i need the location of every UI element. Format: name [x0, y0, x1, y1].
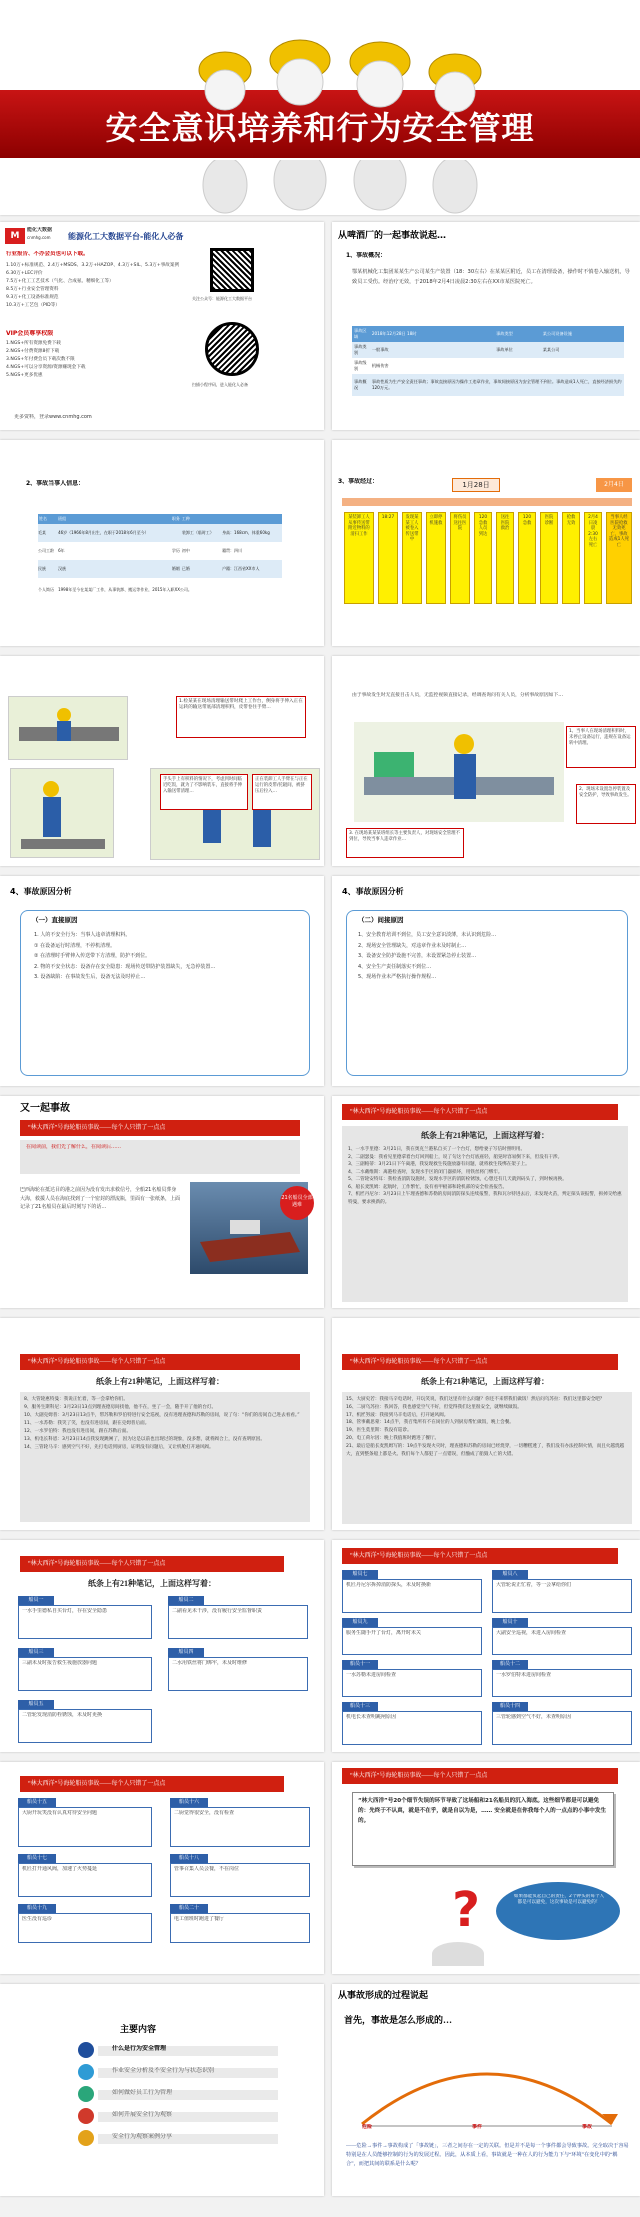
- callout-3: 正在装卸工人手臂在与正在运行的皮带/托辊间，被挤压后拉入…: [252, 774, 312, 810]
- bullet-1-icon: [78, 2042, 94, 2058]
- contents-slide: [0, 1984, 324, 2196]
- crew-text: 管事召集人员会餐，不在岗位: [174, 1866, 240, 1872]
- crew-text: 服务生随手开了台灯，离开时未关: [346, 1630, 422, 1636]
- bullet-3-icon: [78, 2086, 94, 2102]
- notes-title: 纸条上有21种笔记，上面这样写着：: [421, 1131, 549, 1140]
- crew-tag: 船员五: [18, 1700, 54, 1709]
- workers-bodies: [0, 160, 640, 215]
- scene-1-image: [8, 696, 128, 760]
- contents-item-5[interactable]: 安全行为观察案例分享: [112, 2133, 173, 2140]
- person-info-slide: [0, 440, 324, 646]
- contents-item-3[interactable]: 如何做好员工行为管理: [112, 2089, 173, 2096]
- title-slide: [0, 0, 640, 215]
- scene-2-image: [10, 768, 114, 858]
- story-header: “林大西洋”号海轮船员事故——每个人只错了一点点: [20, 1120, 300, 1136]
- step-1: 某装卸工人从事传送带附近物料的清扫工作: [344, 512, 374, 604]
- notes-1-slide: [332, 1096, 640, 1308]
- notes-title: 纸条上有21种笔记，上面这样写着：: [421, 1377, 549, 1386]
- accident-formation-slide: [332, 1984, 640, 2196]
- accident-overview-slide: [332, 222, 640, 430]
- story-header: “林大西洋”号海轮船员事故——每个人只错了一点点: [20, 1776, 284, 1792]
- vip-items: 1.NGS+所有资源免费下载 2.NGS+付费资源8折下载 3.NGS+年付费会员下载次数不限 4.NGS+可以分享资源/资源赚现金下载 5.NGS+更多优惠: [6, 341, 86, 379]
- bubble-text: 如果都能负起自己的责任，2个钟头的每个人都是可以避免，这次事故是可以避免的！: [513, 1894, 605, 1906]
- slide-title: 又一起事故: [20, 1103, 70, 1114]
- notes-2-slide: [0, 1318, 324, 1530]
- contents-item-2[interactable]: 作业安全分析及不安全行为与状态识别: [112, 2067, 215, 2074]
- story-header: “林大西洋”号海轮船员事故——每个人只错了一点点: [342, 1104, 618, 1120]
- story-header: “林大西洋”号海轮船员事故——每个人只错了一点点: [342, 1354, 618, 1370]
- step-8: 120急救: [518, 512, 536, 604]
- crew-tag: 船员十: [492, 1618, 528, 1627]
- vip-title: VIP会员尊享权限: [6, 330, 54, 337]
- cause-list: 1. 人的不安全行为：当事人违章清理积料。 ① 在设备运行时清理，不停机清理。 ② 在清理时手臂伸入传送带下方清理，防护不到位。 2. 物的不安全状态：设备存在安全隐患：现场传送带防护装置缺失，无急停装置… 3. 设备缺陷：在事故发生后，设备无法及时停止…: [34, 932, 216, 980]
- crew-text: 二副看见未干涉，没有履行安全监督职责: [172, 1608, 263, 1614]
- qr-code-icon: [210, 248, 254, 292]
- ad-slide: [0, 222, 324, 430]
- step-result: 当事人经医院抢救无效死亡，事故造成1人死亡: [606, 512, 632, 604]
- miniprogram-code-icon: [205, 322, 259, 376]
- crew-tag: 船员十四: [492, 1702, 528, 1711]
- step-5: 将伤员送往医院: [450, 512, 470, 604]
- crew-2-slide: [332, 1540, 640, 1752]
- section-heading: 4、事故原因分析: [342, 887, 404, 896]
- crew-tag: 船员八: [492, 1570, 528, 1579]
- story-header: “林大西洋”号海轮船员事故——每个人只错了一点点: [342, 1768, 618, 1784]
- step-6: 120急救人员到达: [474, 512, 492, 604]
- chain-event: 事件: [472, 2124, 483, 2130]
- chain-accident: 事故: [582, 2124, 593, 2130]
- story-header: “林大西洋”号海轮船员事故——每个人只错了一点点: [342, 1548, 618, 1564]
- callout-3: 3. 在现场某某某班组长等主要负责人，对现场安全管理不到位，导致当事人违章作业…: [346, 828, 464, 858]
- step-4: 立即停机施救: [426, 512, 446, 604]
- date-2: 2月4日: [596, 478, 632, 492]
- crew-tag: 船员十三: [342, 1702, 378, 1711]
- crew-text: 大副安全巡视，未进入房间检查: [496, 1630, 567, 1636]
- box-heading: （一）直接原因: [32, 916, 78, 924]
- logo-url: cnmhg.com: [27, 235, 51, 240]
- crew-tag: 船员九: [342, 1618, 378, 1627]
- accident-process-slide: [332, 440, 640, 646]
- section-heading: 4、事故原因分析: [10, 887, 72, 896]
- crew-tag: 船员四: [168, 1648, 204, 1657]
- workers-illustration: [0, 0, 640, 90]
- crew-text: 机电长未查明跳闸原因: [346, 1714, 397, 1720]
- date-1: 1月28日: [452, 478, 500, 492]
- contents-item-1[interactable]: 什么是行为安全管理: [112, 2045, 167, 2052]
- step-7: 送往医院救治: [496, 512, 514, 604]
- crew-text: 机匠丹尼尔拆掉消防探头，未及时换新: [346, 1582, 432, 1588]
- accident-chain-diagram: [352, 2044, 622, 2134]
- slide-title: 安全意识培养和行为安全管理: [105, 110, 535, 146]
- crew-tag: 船员二: [168, 1596, 204, 1605]
- step-3: 发现某某工人被卷入传送带中: [402, 512, 422, 604]
- section-title: 从啤酒厂的一起事故说起…: [338, 231, 447, 241]
- bullet-4-icon: [78, 2108, 94, 2124]
- accident-illustration-slide: [0, 656, 324, 866]
- step-10: 抢救无效: [562, 512, 580, 604]
- crew-text: 一水罗伯特未进房间检查: [496, 1672, 552, 1678]
- logo-icon: M: [5, 228, 25, 244]
- direct-cause-slide: [0, 876, 324, 1086]
- cause-list: 1、安全教育培训不到位，员工安全意识淡薄，未认识到危险… 2、现场安全管理缺失，对违章作业未及时制止… 3、设备安全防护设施不完善，未设置紧急停止装置… 4、安全生产责任制落实不到位… 5、现场作业未严格执行操作规程…: [358, 932, 497, 980]
- crew-tag: 船员七: [342, 1570, 378, 1579]
- accident-table: 事故区域 2018年12月28日 18时 事故类型 某公司设备设施 事故类别 一般事故 事故单位 某某公司 事故级别 机械伤害 事故概况 事故性质为生产安全责任事故；事故直接原因为操作工违章作业，事故间接原因为安全管理不到位。事故造成1人死亡，直接经济损失约120万元。: [352, 326, 624, 396]
- indirect-cause-slide: [332, 876, 640, 1086]
- section-heading: 3、事故经过：: [338, 478, 379, 485]
- contents-item-4[interactable]: 如何开展安全行为观察: [112, 2111, 173, 2118]
- accident-description: 鄂某机械化工集团某某生产公司某生产装置（18：30左右）在某某区附近，员工在清理设备，操作时不慎卷入输送机，导致员工受伤。经治疗无效，于2018年2月4日凌晨2:30左右在XX市某医院死亡。: [352, 269, 630, 285]
- bullet-2-icon: [78, 2064, 94, 2080]
- box-heading: （二）间接原因: [358, 916, 404, 924]
- story-header: “林大西洋”号海轮船员事故——每个人只错了一点点: [20, 1354, 300, 1370]
- accident-scene-slide: [332, 656, 640, 866]
- machine-illustration: [354, 722, 564, 822]
- speech-bubble: [496, 1882, 620, 1940]
- crew-tag: 船员十七: [18, 1854, 56, 1863]
- crew-tag: 船员十五: [18, 1798, 56, 1807]
- crew-text: 医生没有巡诊: [22, 1916, 53, 1922]
- person-table: 姓名 班组 职务 工种 毛某 46岁（1966年8月出生，在职于2018年6月至今） 装卸工（临时工） 身高：168cm，体重60kg 公司工龄 6年 学历 初中 籍贯：四川 民族 汉族 婚姻 已婚 户籍：江西省XX市人 个人简历 1998年至今在某某厂工作，从事装卸、搬运等作业，2015年入职XX公司。: [38, 514, 282, 602]
- qr-caption2: 扫描小程序码，进入能化人必备: [192, 382, 248, 387]
- crew-text: 一水苏勒未进房间检查: [346, 1672, 397, 1678]
- notes-3-slide: [332, 1318, 640, 1530]
- step-11: 2月4日凌晨2:30左右死亡: [584, 512, 602, 604]
- section-heading: 2、事故当事人信息：: [26, 480, 85, 487]
- crew-text: 电工值班时跑进了餐厅: [174, 1916, 225, 1922]
- quote-text: “林大西洋”号20个细节失误的环节导致了这场船和21名船员的沉入海底。这些细节都是可以避免的：先终于不认真，就是不在乎，就是自以为是，…… 安全就是在你我每个人的一点点的小事中发生的。: [358, 1798, 607, 1825]
- crew-tag: 船员十六: [170, 1798, 208, 1807]
- callout-2: 2、现场未设置急停装置及安全防护，导致事故发生。: [576, 784, 636, 824]
- callout-1: 1、当事人在现场清理积料时，未停止设备运行，违规在设备运转中清理。: [566, 726, 636, 768]
- notes-list: 1、一水手里德：3月21日，我在奥克兰港私自买了一个台灯，想给妻子写信时照明用。 2、二副瑟曼：我看见里德拿着台灯回到船上，说了句这个台灯底座轻，船晃时容易倒下来，但没有干涉。 3、三副帕蒂：3月21日下午离港，我发现救生筏施放器有问题，就将救生筏绑在架子上。 4、二水戴维斯：离港检查时，发现水手区的闭门器损坏，用铁丝将门绑牢。 5、二管轮安特耳：我检查消防设施时，发现水手区的消防栓锈蚀，心想还有几天就到码头了，到时候再换。 6、船长麦凯姆：起航时，工作繁忙，没有看甲板部和轮机部的安全检查报告。 7、机匠丹尼尔：3月23日上午理查德和苏勒的房间消防探头连续报警，我和瓦尔特进去后，未发现火苗，判定探头误报警，拆掉交给惠特曼，要求换新的。: [348, 1147, 622, 1206]
- formation-description: ——危险→事件→事故构成了「事故链」，三者之间存在一定的关联。但是并不是每一个事件都会导致事故。完全取决于容易特别是在人员能够控制的行为的发展过程。因此，从本质上看，事故就是一种在人的行为能力下与“环境”在变化中的“耦合”，而把其间的联系是什么呢？: [346, 2143, 629, 2167]
- crew-text: 大管轮说正忙着，等一会拿给你们: [496, 1582, 572, 1588]
- qr-caption: 关注公众号：能源化工大数据平台: [192, 296, 252, 301]
- crew-text: 二厨觉得很安全，没有检查: [174, 1810, 235, 1816]
- step-2: 18:27: [378, 512, 398, 604]
- crew-tag: 船员三: [18, 1648, 54, 1657]
- timeline-arrow: [342, 498, 632, 506]
- crew-text: 大厨开玩笑没有认真对待安全问题: [22, 1810, 98, 1816]
- callout-1: 1.检某某在现场清理输送带时爬上工作台，侧身将手伸入正在运转的输送带底部清理积料，皮带卷住手臂…: [176, 696, 306, 738]
- crew-tag: 船员十八: [170, 1854, 208, 1863]
- crew-text: 一水手里德私自买台灯，存在安全隐患: [22, 1608, 108, 1614]
- question-text: 首先，事故是怎么形成的…: [344, 2015, 453, 2025]
- question-mark-icon: ?: [452, 1882, 480, 1938]
- callout-2: 手头手上有积料的情况下，考虑到时间临近吃饭，就为了不影响装车，直接将手伸入输送带清理…: [160, 774, 248, 810]
- platform-title: 能源化工大数据平台-能化人必备: [68, 232, 184, 241]
- slide-title: 主要内容: [120, 2025, 157, 2035]
- chain-hazard: 危险: [362, 2124, 373, 2130]
- notes-title: 纸条上有21种笔记，上面这样写着：: [96, 1377, 224, 1386]
- ad-items: 1.10万+标准规范、2.4万+MSDS、3.2万+HAZOP、4.3万+SIL、5.3万+事故案例 6.30万+LEC评价 7.5万+化工工艺技术（气化、合成氨、精细化工等） 8.5万+行业安全管理资料 9.3万+化工设备标准规范 10.3万+工艺包（PID等）: [6, 263, 180, 309]
- notes-title: 纸条上有21种笔记，上面这样写着：: [88, 1579, 216, 1588]
- crew-tag: 船员十一: [342, 1660, 378, 1669]
- step-9: 医院诊断: [540, 512, 558, 604]
- crew-tag: 船员二十: [170, 1904, 208, 1913]
- crew-text: 二管轮发现消防栓锈蚀，未及时更换: [22, 1712, 103, 1718]
- ad-subtitle: 行业报告、不办会员也可以下载。: [6, 251, 89, 257]
- section-heading: 1、事故概况：: [346, 252, 387, 259]
- crew-tag: 船员十二: [492, 1660, 528, 1669]
- figure-illustration: [432, 1942, 484, 1966]
- crew-text: 机匠打开通风阀，加速了火势蔓延: [22, 1866, 98, 1872]
- another-accident-slide: [0, 1096, 324, 1308]
- crew-3-slide: [0, 1762, 324, 1974]
- intro-text: 在阅读前，我们先了解什么，在阅读后……: [26, 1144, 122, 1150]
- crew-tag: 船员十九: [18, 1904, 56, 1913]
- crew-tag: 船员一: [18, 1596, 54, 1605]
- scene-paragraph: 由于事故发生时无直接目击人员，无监控视频直接记录，经调查询问有关人员，分析事故原因如下…: [352, 693, 564, 698]
- more-link[interactable]: 更多资料，登录www.cnmhg.com: [14, 414, 92, 420]
- casualty-badge: 21名船员全部遇难: [280, 1186, 314, 1220]
- crew-text: 二水用铁丝将门绑牢，未及时维修: [172, 1660, 248, 1666]
- crew-text: 三管轮感到空气不好，未查明原因: [496, 1714, 572, 1720]
- bullet-5-icon: [78, 2130, 94, 2146]
- conclusion-slide: [332, 1762, 640, 1974]
- story-text: 巴西海轮在抵达目的港之前因为没有发出求救信号，全船21名船员葬身大海，救援人员在海底找到了一个密封的漂流瓶，里面有一张纸条，上面记录了21名船员在最后时刻写下的话…: [20, 1187, 180, 1210]
- crew-text: 三副未及时报告救生筏施放器问题: [22, 1660, 98, 1666]
- crew-1-slide: [0, 1540, 324, 1752]
- notes-list: 15、大厨史若：我接马辛电话时，开玩笑说，我们这里有什么问题？你还不来帮我们做饭！然后问乌苏拉：我们这里都安全吧？ 16、二厨乌苏拉：我回答，我也感觉空气不好，但觉得我们这里很安全，就继续做饭。 17、机匠努波：我接到马辛电话后，打开通风阀。 18、管事戴思蒙：14点半，我召集所有不在岗位的人到厨房帮忙做饭，晚上会餐。 19、医生莫里斯：我没有巡诊。 20、电工荷尔因：晚上我值班时跑进了餐厅。 21、最后是船长麦凯姆写的：19点半发现火灾时，理查德和苏勒的房间已经烧穿，一切糟糕透了，我们没有办法控制火情，而且火越烧越大，直到整条船上都是火。我们每个人都犯了一点错误，但酿成了船毁人亡的大错。: [346, 1397, 625, 1457]
- story-header: “林大西洋”号海轮船员事故——每个人只错了一点点: [20, 1556, 284, 1572]
- slide-title: 从事故形成的过程说起: [338, 1991, 429, 2001]
- notes-list: 8、大管轮惠特曼：我说正忙着，等一会拿给你们。 9、服务生斯科尼：3月23日13点到理查德房间找他，他不在，坐了一会，随手开了他的台灯。 10、大副克姆普：3月23日13点半，带苏勒和罗伯特进行安全巡视，没有进理查德和苏勒的房间，说了句：“你们的房间自己进去看看。” 11、一水苏勒：我笑了笑，也没有进房间，跟在克姆普后面。 12、一水罗伯特：我也没有进房间，跟在苏勒后面。 13、机电长科恩：3月23日14点我发现跳闸了，因为这是以前也出现过的现象，没多想，就将阀合上，没有查明原因。 14、三管轮马辛：感到空气不好，先打电话到厨房，证明没有问题后，又让机舱打开通风阀。: [24, 1397, 300, 1451]
- logo-text: 能化大数据: [27, 227, 53, 233]
